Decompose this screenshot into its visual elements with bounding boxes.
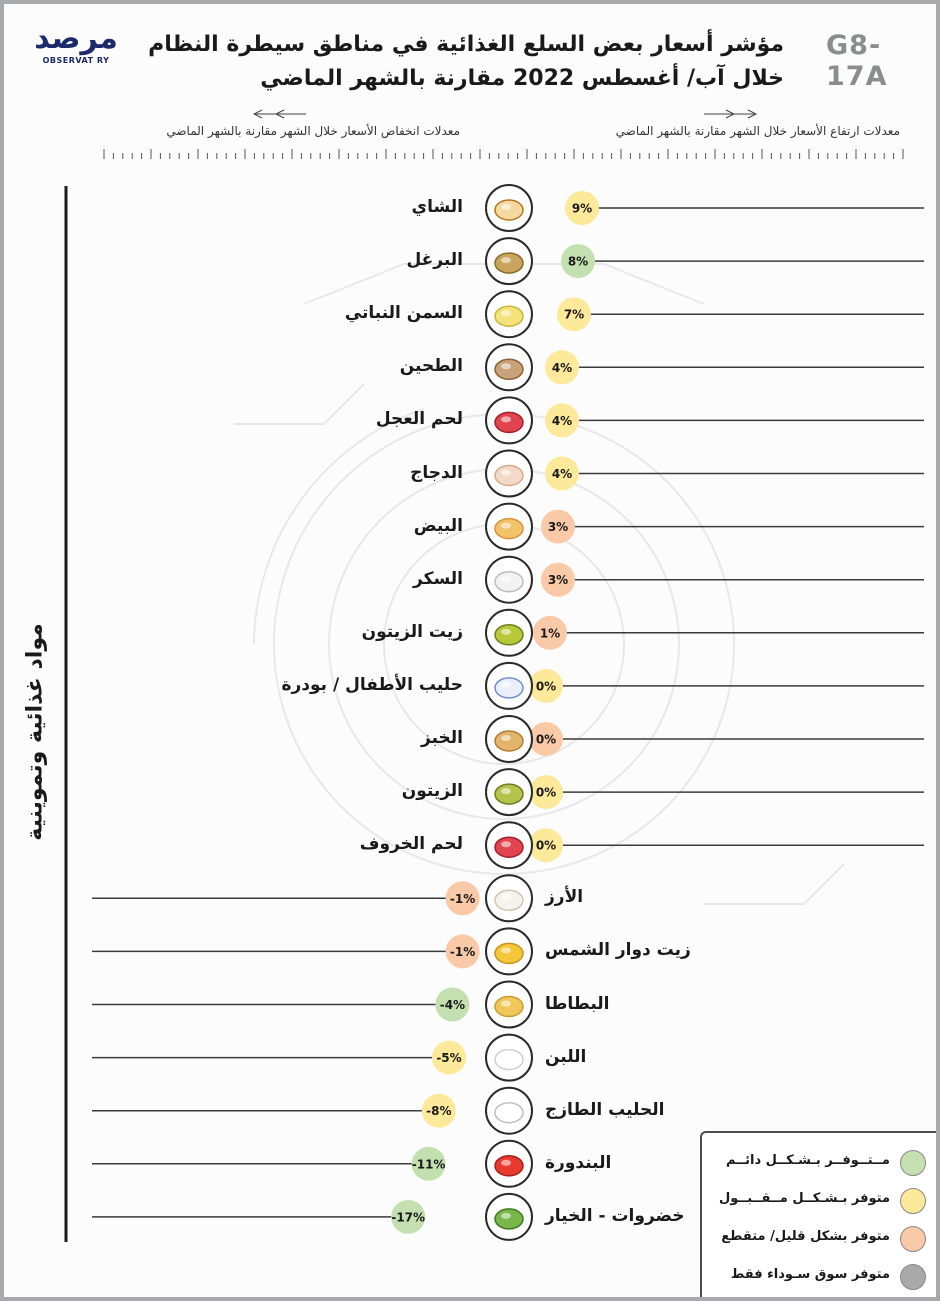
value-label: 0% xyxy=(535,732,557,747)
increase-arrow xyxy=(704,110,756,118)
beef-icon xyxy=(495,412,523,432)
rice-icon xyxy=(495,890,523,910)
item-label: السمن النباتي xyxy=(344,303,463,324)
item-label: اللبن xyxy=(545,1046,587,1067)
legend-label: متوفر بشكل قليل/ متقطع xyxy=(721,1229,890,1244)
item-label: البطاطا xyxy=(545,993,610,1014)
value-label: -11% xyxy=(411,1157,446,1172)
item-label: الشاي xyxy=(411,197,463,217)
value-label: 0% xyxy=(535,679,557,694)
legend-label: متوفر بـشـكــل مــقــبــول xyxy=(718,1191,890,1206)
axis-arrows xyxy=(254,110,756,118)
chart-row xyxy=(486,451,924,497)
item-label: حليب الأطفال / بودرة xyxy=(281,674,463,695)
olive-oil-icon xyxy=(495,625,523,645)
bread-icon xyxy=(495,731,523,751)
item-label: الزيتون xyxy=(401,781,463,802)
yogurt-icon xyxy=(495,1050,523,1070)
item-label: البندورة xyxy=(545,1152,612,1173)
chart-rows xyxy=(92,185,924,1240)
side-title-text: مواد غذائية وتموينية xyxy=(22,623,48,841)
item-label: السكر xyxy=(413,568,463,589)
side-title xyxy=(18,612,52,852)
ruler-ticks xyxy=(104,149,903,159)
value-label: 4% xyxy=(551,413,573,428)
tomato-icon xyxy=(495,1156,523,1176)
value-label: 4% xyxy=(551,360,573,375)
chart-row xyxy=(92,1194,532,1240)
item-label: الحليب الطازج xyxy=(545,1099,665,1120)
legend-item-acceptable xyxy=(712,1185,936,1217)
price-change-chart xyxy=(4,4,936,1297)
eggs-icon xyxy=(495,519,523,539)
decrease-axis-caption: معدلات انخفاض الأسعار خلال الشهر مقارنة بالشهر الماضي xyxy=(166,124,460,138)
item-label: زيت دوار الشمس xyxy=(545,940,691,961)
logo-text: مرصد xyxy=(34,21,118,56)
chart-row xyxy=(92,982,532,1028)
chart-row xyxy=(486,822,924,868)
legend-swatch xyxy=(900,1226,926,1252)
value-label: -8% xyxy=(426,1104,452,1119)
legend-item-low xyxy=(712,1223,936,1255)
value-label: 0% xyxy=(535,838,557,853)
legend-label: مــتــوفــر بـشـكــل دائــم xyxy=(726,1153,890,1168)
chart-row xyxy=(486,663,924,709)
legend-item-permanent xyxy=(712,1147,936,1179)
chart-row xyxy=(486,769,924,815)
chart-row xyxy=(486,344,924,390)
cucumber-icon xyxy=(495,1209,523,1229)
value-label: 1% xyxy=(539,626,561,641)
potato-icon xyxy=(495,997,523,1017)
item-label: زيت الزيتون xyxy=(361,621,463,642)
ghee-icon xyxy=(495,306,523,326)
value-label: 3% xyxy=(547,573,569,588)
item-label: خضروات - الخيار xyxy=(545,1205,685,1226)
item-label: الطحين xyxy=(399,356,463,377)
chart-row xyxy=(486,557,924,603)
axis-scale xyxy=(66,110,903,1242)
chicken-icon xyxy=(495,466,523,486)
sunflower-oil-icon xyxy=(495,943,523,963)
value-label: -17% xyxy=(391,1210,426,1225)
chart-row xyxy=(486,610,924,656)
chart-row xyxy=(92,1141,532,1187)
chart-row xyxy=(92,875,532,921)
tea-icon xyxy=(495,200,523,220)
item-label: الدجاج xyxy=(410,462,463,483)
decrease-arrow xyxy=(254,110,306,118)
value-label: 7% xyxy=(563,307,585,322)
item-label: البيض xyxy=(413,515,463,536)
item-label: لحم الخروف xyxy=(359,834,463,855)
value-label: -1% xyxy=(449,944,476,959)
page-title-line2: خلال آب/ أغسطس 2022 مقارنة بالشهر الماضي xyxy=(260,66,784,91)
sugar-icon xyxy=(495,572,523,592)
flour-icon xyxy=(495,359,523,379)
value-label: 0% xyxy=(535,785,557,800)
chart-row xyxy=(486,397,924,443)
chart-row xyxy=(92,1088,532,1134)
chart-row xyxy=(486,716,924,762)
value-label: -1% xyxy=(449,891,476,906)
item-label: الأرز xyxy=(545,887,584,908)
chart-row xyxy=(486,238,924,284)
chart-row xyxy=(92,928,532,974)
item-label: البرغل xyxy=(406,250,463,271)
value-label: 9% xyxy=(571,201,593,216)
logo-subtext: OBSERVAT RY xyxy=(42,56,110,65)
item-label: لحم العجل xyxy=(375,409,463,430)
legend-swatch xyxy=(900,1188,926,1214)
page-title-line1: مؤشر أسعار بعض السلع الغذائية في مناطق سيطرة النظام xyxy=(148,32,784,57)
olives-icon xyxy=(495,784,523,804)
chart-row xyxy=(486,291,924,337)
value-label: -5% xyxy=(436,1051,462,1066)
increase-axis-caption: معدلات ارتفاع الأسعار خلال الشهر مقارنة بالشهر الماضي xyxy=(615,124,900,138)
baby-milk-icon xyxy=(495,678,523,698)
chart-code: G8-17A xyxy=(826,30,888,92)
lamb-icon xyxy=(495,837,523,857)
fresh-milk-icon xyxy=(495,1103,523,1123)
legend-item-black-market xyxy=(712,1261,936,1293)
legend xyxy=(700,1131,940,1301)
legend-label: متوفر سوق سـوداء فقط xyxy=(730,1267,890,1282)
chart-row xyxy=(486,185,924,231)
legend-swatch xyxy=(900,1264,926,1290)
legend-swatch xyxy=(900,1150,926,1176)
chart-row xyxy=(486,504,924,550)
chart-row xyxy=(92,1035,532,1081)
value-label: 4% xyxy=(551,467,573,481)
value-label: 8% xyxy=(567,254,589,269)
bulgur-icon xyxy=(495,253,523,273)
value-label: 3% xyxy=(547,520,569,535)
value-label: -4% xyxy=(439,998,466,1012)
item-label: الخبز xyxy=(421,728,463,748)
